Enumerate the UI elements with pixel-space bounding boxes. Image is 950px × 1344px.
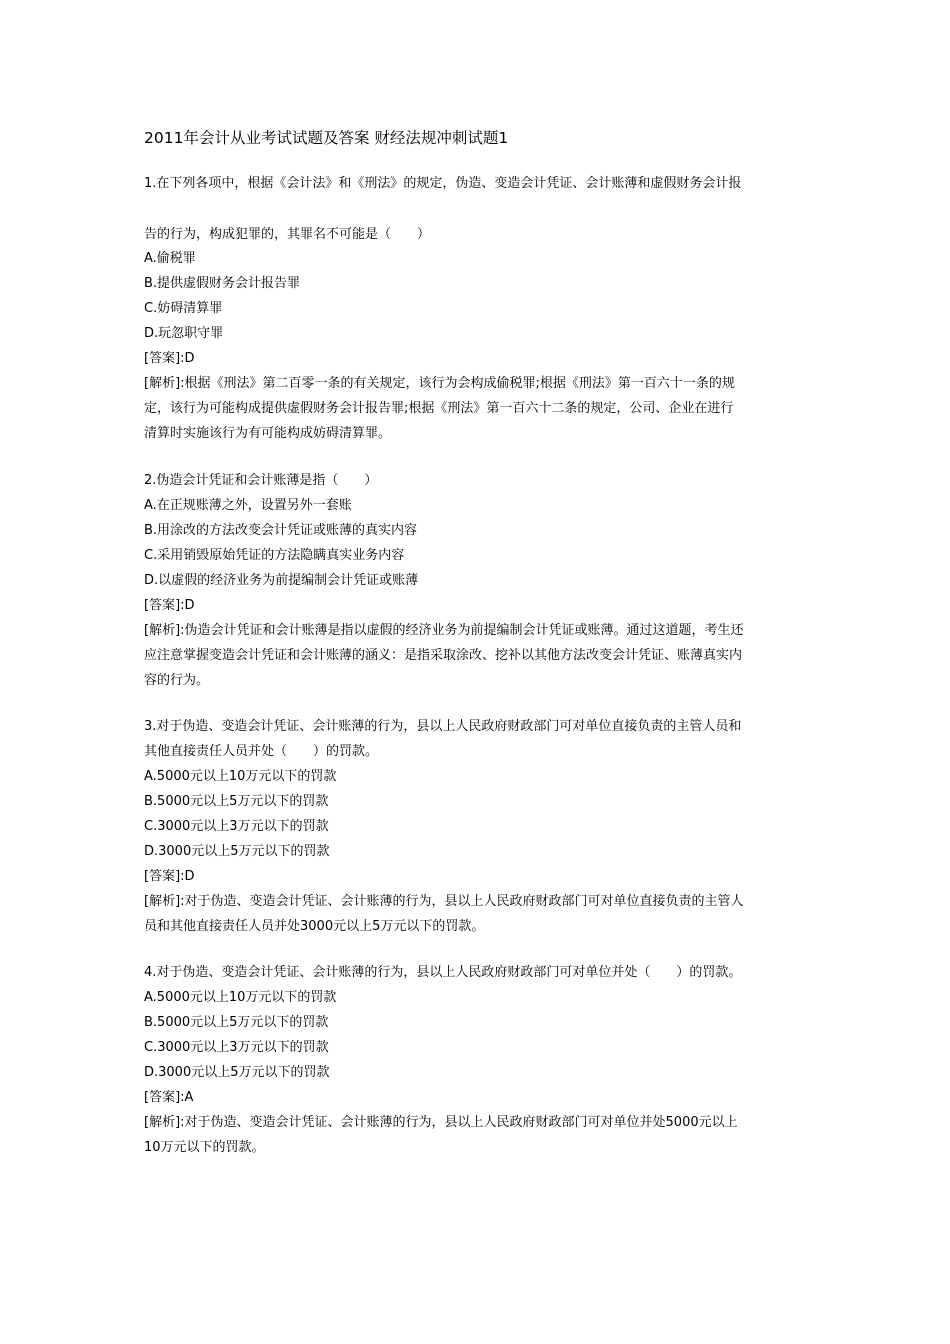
question-2-analysis-line-3: 容的行为。 <box>144 673 210 688</box>
question-1-analysis-line-2: 定，该行为可能构成提供虚假财务会计报告罪;根据《刑法》第一百六十二条的规定，公司、企业在进行 <box>144 401 734 416</box>
question-2-analysis-line-1: [解析]:伪造会计凭证和会计账薄是指以虚假的经济业务为前提编制会计凭证或账薄。通过这道题，考生还 <box>144 623 744 638</box>
question-4-option-b: B.5000元以上5万元以下的罚款 <box>144 1015 329 1030</box>
question-3-option-d: D.3000元以上5万元以下的罚款 <box>144 844 330 859</box>
question-2-answer: [答案]:D <box>144 598 195 613</box>
question-4-option-d: D.3000元以上5万元以下的罚款 <box>144 1065 330 1080</box>
question-2-option-c: C.采用销毁原始凭证的方法隐瞒真实业务内容 <box>144 548 405 563</box>
question-3-analysis-line-2: 员和其他直接责任人员并处3000元以上5万元以下的罚款。 <box>144 919 485 934</box>
document-title: 2011年会计从业考试试题及答案 财经法规冲刺试题1 <box>144 129 509 147</box>
question-4-answer: [答案]:A <box>144 1090 194 1105</box>
question-1-analysis-line-1: [解析]:根据《刑法》第二百零一条的有关规定，该行为会构成偷税罪;根据《刑法》第一百六十一条的规 <box>144 376 735 391</box>
question-3-option-b: B.5000元以上5万元以下的罚款 <box>144 794 329 809</box>
question-3-analysis-line-1: [解析]:对于伪造、变造会计凭证、会计账薄的行为，县以上人民政府财政部门可对单位直接负责的主管人 <box>144 894 744 909</box>
question-4-option-a: A.5000元以上10万元以下的罚款 <box>144 990 337 1005</box>
question-4-option-c: C.3000元以上3万元以下的罚款 <box>144 1040 329 1055</box>
question-3-answer: [答案]:D <box>144 869 195 884</box>
question-4-stem-line-1: 4.对于伪造、变造会计凭证、会计账薄的行为，县以上人民政府财政部门可对单位并处（ ）的罚款。 <box>144 965 742 980</box>
question-4-analysis-line-2: 10万元以下的罚款。 <box>144 1140 265 1155</box>
question-1-option-b: B.提供虚假财务会计报告罪 <box>144 276 301 291</box>
question-2-stem-line-1: 2.伪造会计凭证和会计账薄是指（ ） <box>144 473 378 488</box>
question-1-answer: [答案]:D <box>144 351 195 366</box>
question-3-option-a: A.5000元以上10万元以下的罚款 <box>144 769 337 784</box>
question-4-analysis-line-1: [解析]:对于伪造、变造会计凭证、会计账薄的行为，县以上人民政府财政部门可对单位并处5000元以上 <box>144 1115 738 1130</box>
question-1-stem-line-2: 告的行为，构成犯罪的，其罪名不可能是（ ） <box>144 227 431 242</box>
question-3-stem-line-1: 3.对于伪造、变造会计凭证、会计账薄的行为，县以上人民政府财政部门可对单位直接负责的主管人员和 <box>144 719 742 734</box>
question-1-option-c: C.妨碍清算罪 <box>144 301 223 316</box>
question-1-option-a: A.偷税罪 <box>144 251 196 266</box>
question-2-option-d: D.以虚假的经济业务为前提编制会计凭证或账薄 <box>144 573 419 588</box>
question-2-analysis-line-2: 应注意掌握变造会计凭证和会计账薄的涵义：是指采取涂改、挖补以其他方法改变会计凭证、账薄真实内 <box>144 648 743 663</box>
question-3-stem-line-2: 其他直接责任人员并处（ ）的罚款。 <box>144 744 379 759</box>
question-1-analysis-line-3: 清算时实施该行为有可能构成妨碍清算罪。 <box>144 426 392 441</box>
question-3-option-c: C.3000元以上3万元以下的罚款 <box>144 819 329 834</box>
question-2-option-b: B.用涂改的方法改变会计凭证或账薄的真实内容 <box>144 523 418 538</box>
question-1-stem-line-1: 1.在下列各项中，根据《会计法》和《刑法》的规定，伪造、变造会计凭证、会计账薄和虚假财务会计报 <box>144 176 742 191</box>
question-2-option-a: A.在正规账薄之外，设置另外一套账 <box>144 498 352 513</box>
question-1-option-d: D.玩忽职守罪 <box>144 326 224 341</box>
